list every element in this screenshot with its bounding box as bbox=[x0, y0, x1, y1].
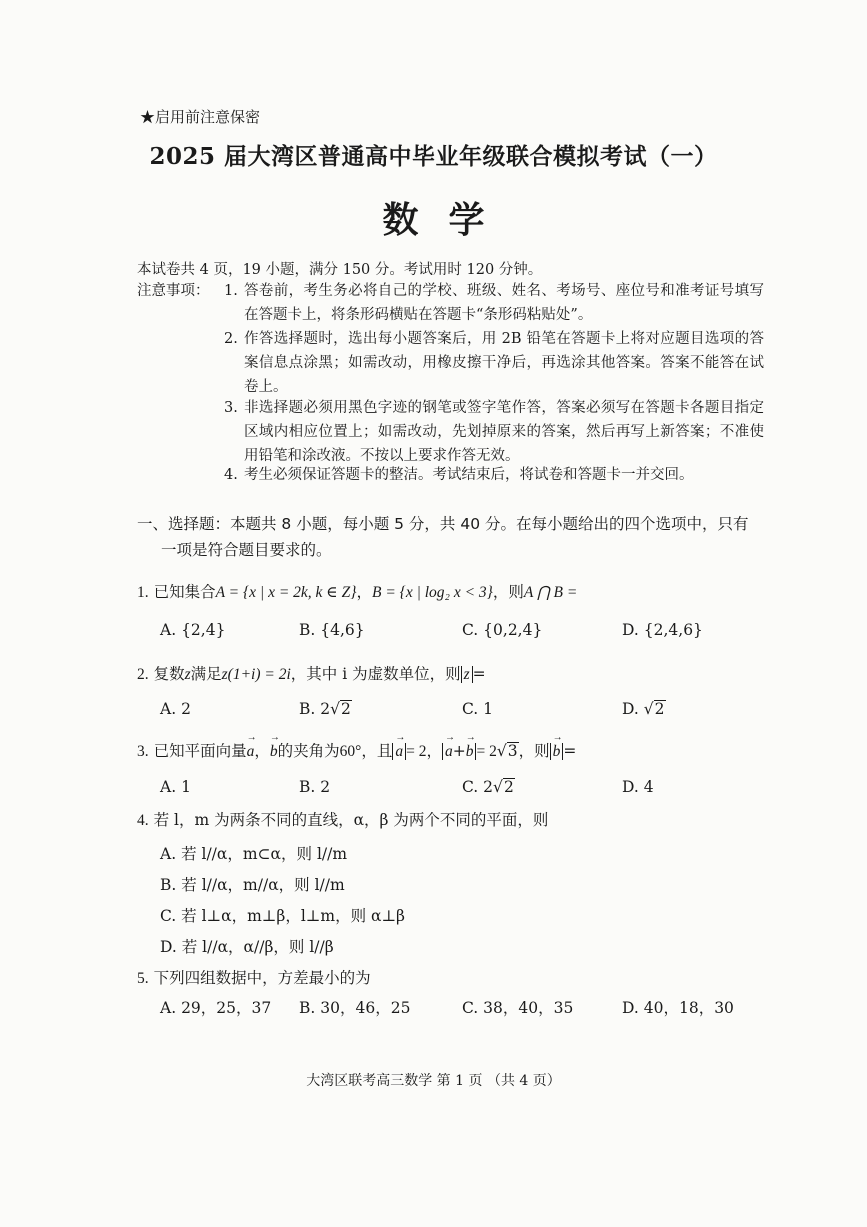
q1-option-b: B. {4,6} bbox=[299, 621, 365, 639]
question-3: 3. 已知平面向量→ a，→ b的夹角为60°，且→ a = 2，→ a+→ b = 2√3，则→ b = bbox=[137, 739, 576, 761]
vector-b: → b bbox=[270, 743, 278, 761]
q5-option-a: A. 29，25，37 bbox=[160, 999, 272, 1017]
exam-title: 2025 届大湾区普通高中毕业年级联合模拟考试（一） bbox=[149, 143, 718, 170]
notice-item-4: 4. 考生必须保证答题卡的整洁。考试结束后，将试卷和答题卡一并交回。 bbox=[224, 467, 694, 483]
q4-option-b: B. 若 l//α，m//α，则 l//m bbox=[160, 876, 345, 894]
q4-option-a: A. 若 l//α，m⊂α，则 l//m bbox=[160, 845, 348, 863]
complex-equation: z(1+i) = 2i bbox=[221, 666, 291, 683]
page-footer: 大湾区联考高三数学 第 1 页 （共 4 页） bbox=[306, 1073, 561, 1089]
q1-option-c: C. {0,2,4} bbox=[462, 621, 543, 639]
exam-info: 本试卷共 4 页，19 小题，满分 150 分。考试用时 120 分钟。 bbox=[137, 262, 543, 278]
subject-title: 数学 bbox=[382, 199, 515, 241]
notice-item-1: 1. 答卷前，考生务必将自己的学校、班级、姓名、考场号、座位号和准考证号填写在答题卡上，将条形码横贴在答题卡“条形码粘贴处”。 bbox=[224, 283, 764, 323]
sqrt-sign: √ bbox=[643, 700, 654, 718]
q2-option-b: B. 2√2 bbox=[299, 700, 351, 718]
q2-option-c: C. 1 bbox=[462, 700, 494, 718]
intersection-expr: A ⋂ B = bbox=[523, 584, 578, 601]
q3-option-b: B. 2 bbox=[299, 778, 331, 796]
question-1: 1. 已知集合A = {x | x = 2k, k ∈ Z}，B = {x | log₂ x < 3}，则A ⋂ B = bbox=[137, 583, 578, 601]
question-4: 4. 若 l，m 为两条不同的直线，α，β 为两个不同的平面，则 bbox=[137, 811, 549, 829]
q1-option-d: D. {2,4,6} bbox=[622, 621, 703, 639]
notice-item-2: 2. 作答选择题时，选出每小题答案后，用 2B 铅笔在答题卡上将对应题目选项的答案信息点涂黑；如需改动，用橡皮擦干净后，再选涂其他答案。答案不能答在试卷上。 bbox=[224, 331, 764, 395]
notice-item-3: 3. 非选择题必须用黑色字迹的钢笔或签字笔作答，答案必须写在答题卡各题目指定区域内相应位置上；如需改动，先划掉原来的答案，然后再写上新答案；不准使用铅笔和涂改液。不按以上要求作答无效。 bbox=[224, 400, 764, 464]
question-2: 2. 复数z满足z(1+i) = 2i，其中 i 为虚数单位，则 z = bbox=[137, 665, 486, 683]
section-heading: 一、选择题：本题共 8 小题，每小题 5 分，共 40 分。在每小题给出的四个选项中，只有 一项是符合题目要求的。 bbox=[137, 515, 749, 559]
q1-option-a: A. {2,4} bbox=[160, 621, 226, 639]
q2-option-a: A. 2 bbox=[160, 700, 191, 718]
question-5: 5. 下列四组数据中，方差最小的为 bbox=[137, 969, 371, 987]
q2-option-d: D. √2 bbox=[622, 700, 665, 718]
q3-option-a: A. 1 bbox=[160, 778, 191, 796]
q3-option-c: C. 2√2 bbox=[462, 778, 514, 796]
q5-option-c: C. 38，40，35 bbox=[462, 999, 574, 1017]
modulus-z: z bbox=[461, 666, 473, 683]
vector-a: → a bbox=[247, 743, 255, 761]
set-a-expr: A = {x | x = 2k, k ∈ Z} bbox=[215, 584, 357, 601]
set-b-expr: B = {x | log₂ x < 3} bbox=[371, 584, 493, 601]
q5-option-d: D. 40，18，30 bbox=[622, 999, 734, 1017]
confidential-notice: ★启用前注意保密 bbox=[140, 108, 261, 126]
q3-option-d: D. 4 bbox=[622, 778, 654, 796]
notice-label: 注意事项： bbox=[137, 283, 210, 299]
q4-option-c: C. 若 l⊥α，m⊥β，l⊥m，则 α⊥β bbox=[160, 907, 405, 925]
q5-option-b: B. 30，46，25 bbox=[299, 999, 411, 1017]
q4-option-d: D. 若 l//α，α//β，则 l//β bbox=[160, 938, 334, 956]
sqrt-sign: √ bbox=[330, 700, 341, 718]
